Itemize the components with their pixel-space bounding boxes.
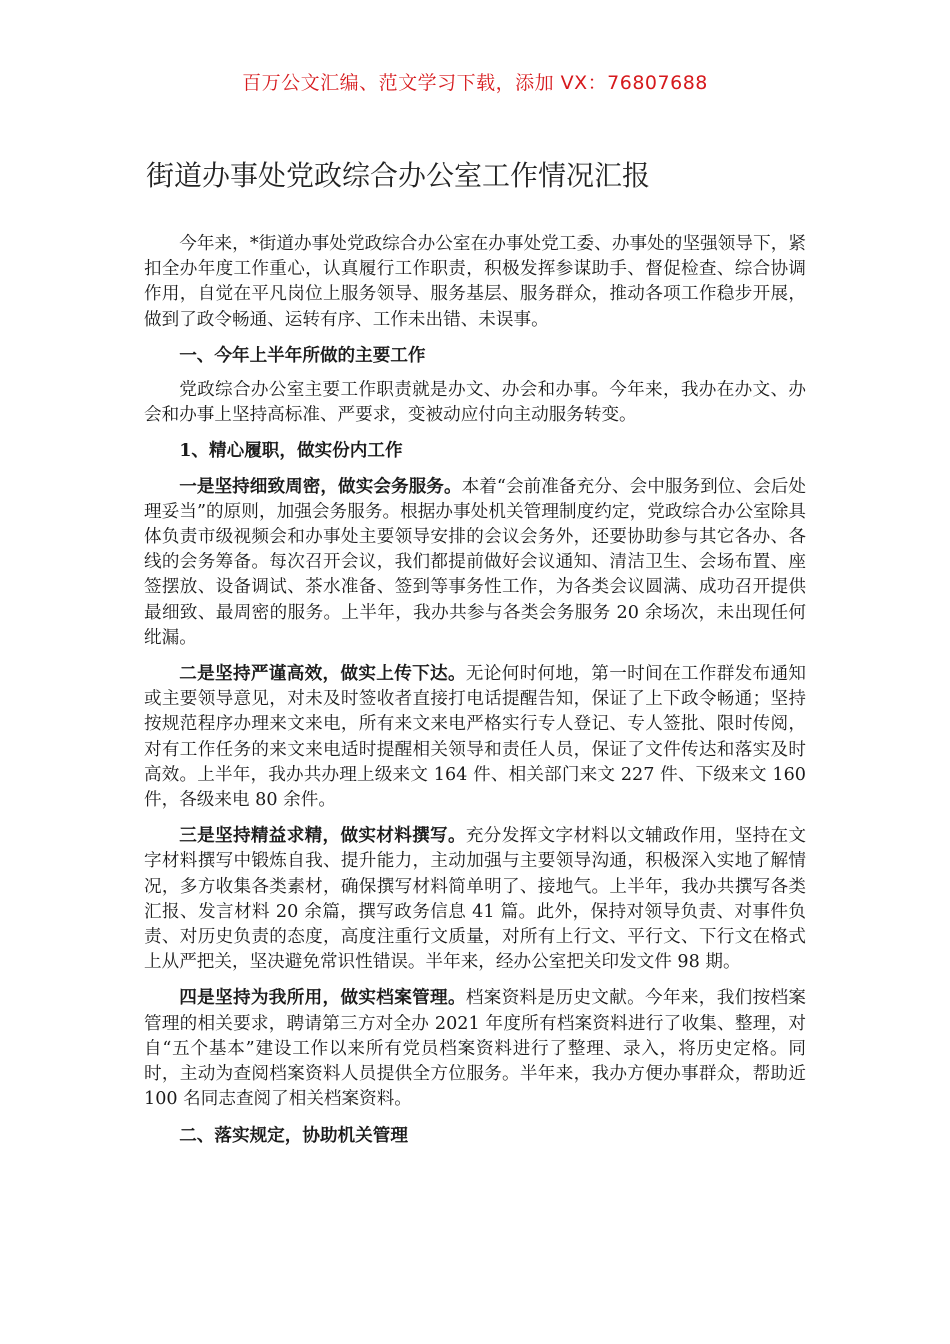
item-writing [144, 823, 806, 975]
subsection-1-heading: 1、精心履职，做实份内工作 [179, 440, 403, 462]
document-body [144, 232, 806, 1158]
item-text: 本着“会前准备充分、会中服务到位、会后处理妥当”的原则，加强会务服务。根据办事处机关管理制度约定，党政综合办公室除具体负责市级视频会和办事处主要领导安排的会议会务外，还要协助参与其它各办、各线的会务筹备。每次召开会议，我们都提前做好会议通知、清洁卫生、会场布置、座签摆放、设备调试、茶水准备、签到等事务性工作，为各类会议圆满、成功召开提供最细致、最周密的服务。上半年，我办共参与各类会务服务 20 余场次，未出现任何纰漏。 [144, 476, 806, 648]
item-lead: 三是坚持精益求精，做实材料撰写。 [179, 825, 466, 847]
item-text: 充分发挥文字材料以文辅政作用，坚持在文字材料撰写中锻炼自我、提升能力，主动加强与主要领导沟通，积极深入实地了解情况，多方收集各类素材，确保撰写材料简单明了、接地气。上半年，我办共撰写各类汇报、发言材料 20 余篇，撰写政务信息 41 篇。此外，保持对领导负责、对事件负责、对历史负责的态度，高度注重行文质量，对所有上行文、平行文、下行文在格式上从严把关，坚决避免常识性错误。半年来，经办公室把关印发文件 98 期。 [144, 826, 806, 973]
item-meeting-service [144, 474, 806, 651]
item-lead: 二是坚持严谨高效，做实上传下达。 [179, 663, 466, 685]
item-text: 档案资料是历史文献。今年来，我们按档案管理的相关要求，聘请第三方对全办 2021 年度所有档案资料进行了收集、整理，对自“五个基本”建设工作以来所有党员档案资料进行了整理、录入，将历史定格。同时，主动为查阅档案资料人员提供全方位服务。半年来，我办方便办事群众，帮助近 100 名同志查阅了相关档案资料。 [144, 988, 806, 1110]
watermark-banner: 百万公文汇编、范文学习下载，添加 VX：76807688 [242, 72, 708, 94]
item-archives [144, 985, 806, 1112]
section-1-heading: 一、今年上半年所做的主要工作 [179, 344, 426, 366]
item-lead: 一是坚持细致周密，做实会务服务。 [179, 475, 462, 497]
intro-paragraph: 今年来，*街道办事处党政综合办公室在办事处党工委、办事处的坚强领导下，紧扣全办年度工作重心，认真履行工作职责，积极发挥参谋助手、督促检查、综合协调作用，自觉在平凡岗位上服务领导、服务基层、服务群众，推动各项工作稳步开展，做到了政令畅通、运转有序、工作未出错、未误事。 [144, 234, 806, 330]
section-1-intro: 党政综合办公室主要工作职责就是办文、办会和办事。今年来，我办在办文、办会和办事上坚持高标准、严要求，变被动应付向主动服务转变。 [144, 380, 806, 426]
document-title: 街道办事处党政综合办公室工作情况汇报 [146, 159, 651, 192]
item-communication [144, 661, 806, 813]
section-2-heading: 二、落实规定，协助机关管理 [179, 1124, 408, 1146]
item-lead: 四是坚持为我所用，做实档案管理。 [179, 987, 466, 1009]
item-text: 无论何时何地，第一时间在工作群发布通知或主要领导意见，对未及时签收者直接打电话提醒告知，保证了上下政令畅通；坚持按规范程序办理来文来电，所有来文来电严格实行专人登记、专人签批、限时传阅，对有工作任务的来文来电适时提醒相关领导和责任人员，保证了文件传达和落实及时高效。上半年，我办共办理上级来文 164 件、相关部门来文 227 件、下级来文 160 件，各级来电 80 余件。 [144, 664, 806, 811]
